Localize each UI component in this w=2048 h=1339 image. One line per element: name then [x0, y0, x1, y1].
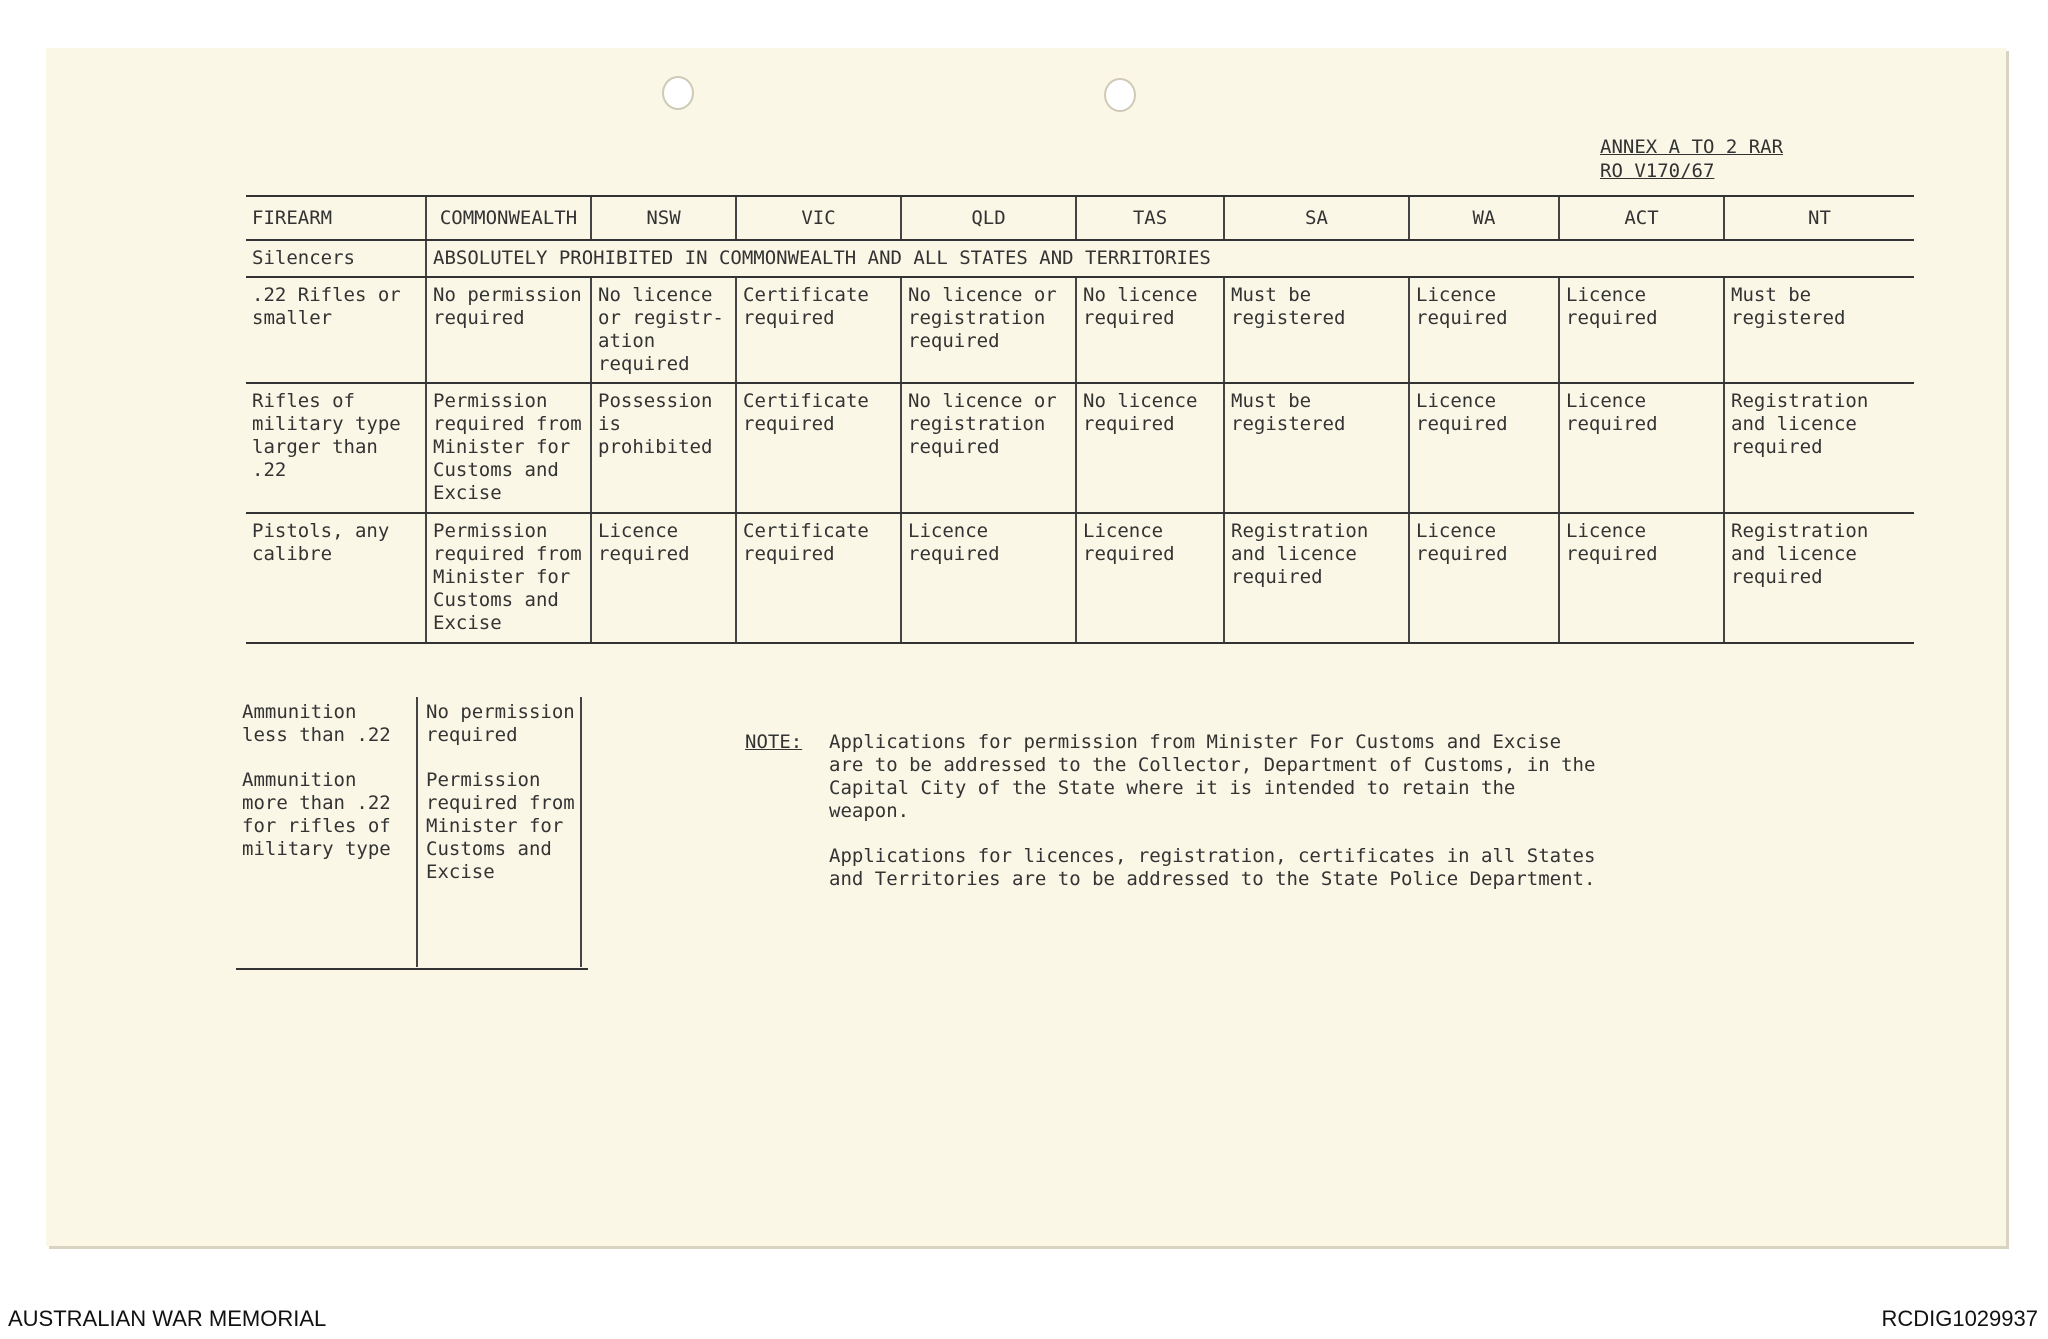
- table-cell: No licence or registration required: [901, 277, 1076, 383]
- header-sa: SA: [1224, 196, 1409, 240]
- ammunition-value: No permission required: [426, 701, 575, 746]
- table-row: [246, 277, 1914, 383]
- ammunition-commonwealth-column: [416, 697, 582, 967]
- annex-ro-line: RO V170/67: [1600, 160, 1715, 182]
- silencers-prohibition: ABSOLUTELY PROHIBITED IN COMMONWEALTH AND ALL STATES AND TERRITORIES: [426, 240, 1914, 277]
- punch-hole-left: [662, 76, 694, 110]
- table-cell: Licence required: [1559, 277, 1724, 383]
- note-label: NOTE:: [745, 731, 803, 753]
- header-nsw: NSW: [591, 196, 736, 240]
- table-cell: Registration and licence required: [1724, 513, 1914, 643]
- note-paragraph: Applications for permission from Minister For Customs and Excise are to be addressed to the Collector, Department of Customs, in the Capital City of the State where it is intended to retain the weapon.: [829, 731, 1596, 822]
- table-cell: Registration and licence required: [1724, 383, 1914, 513]
- note-text: [829, 731, 1605, 891]
- table-cell: No licence required: [1076, 277, 1224, 383]
- table-cell: Licence required: [1409, 277, 1559, 383]
- row-label: Pistols, any calibre: [246, 513, 426, 643]
- table-cell: Registration and licence required: [1224, 513, 1409, 643]
- punch-hole-right: [1104, 78, 1136, 112]
- note-block: [745, 731, 1605, 913]
- table-cell: Licence required: [1076, 513, 1224, 643]
- table-cell: Permission required from Minister for Customs and Excise: [426, 513, 591, 643]
- header-nt: NT: [1724, 196, 1914, 240]
- table-cell: Licence required: [901, 513, 1076, 643]
- ammunition-label: Ammunition less than .22: [242, 701, 391, 746]
- table-cell: Licence required: [1409, 513, 1559, 643]
- header-commonwealth: COMMONWEALTH: [426, 196, 591, 240]
- table-cell: No licence required: [1076, 383, 1224, 513]
- firearms-regulation-table: [246, 195, 1914, 644]
- table-header-row: [246, 196, 1914, 240]
- archive-credit: AUSTRALIAN WAR MEMORIAL: [8, 1306, 327, 1331]
- ammunition-value: Permission required from Minister for Customs and Excise: [426, 769, 575, 883]
- table-cell: Certificate required: [736, 277, 901, 383]
- header-wa: WA: [1409, 196, 1559, 240]
- table-cell: Possession is prohibited: [591, 383, 736, 513]
- archive-id: RCDIG1029937: [1881, 1306, 2038, 1331]
- header-qld: QLD: [901, 196, 1076, 240]
- header-act: ACT: [1559, 196, 1724, 240]
- table-cell: Licence required: [591, 513, 736, 643]
- row-label: Rifles of military type larger than .22: [246, 383, 426, 513]
- table-row: [246, 513, 1914, 643]
- table-cell: No licence or registration required: [901, 383, 1076, 513]
- note-paragraph: Applications for licences, registration, certificates in all States and Territories are to be addressed to the State Police Department.: [829, 845, 1596, 890]
- table-cell: Licence required: [1409, 383, 1559, 513]
- header-firearm: FIREARM: [246, 196, 426, 240]
- row-label: Silencers: [246, 240, 426, 277]
- table-cell: Licence required: [1559, 513, 1724, 643]
- table-row-silencers: [246, 240, 1914, 277]
- header-tas: TAS: [1076, 196, 1224, 240]
- table-cell: Licence required: [1559, 383, 1724, 513]
- ammunition-section: [236, 697, 588, 970]
- row-label: .22 Rifles or smaller: [246, 277, 426, 383]
- table-cell: Must be registered: [1724, 277, 1914, 383]
- table-cell: No permission required: [426, 277, 591, 383]
- table-cell: Certificate required: [736, 383, 901, 513]
- header-vic: VIC: [736, 196, 901, 240]
- ammunition-labels: [242, 701, 412, 861]
- table-cell: Must be registered: [1224, 277, 1409, 383]
- table-cell: Permission required from Minister for Customs and Excise: [426, 383, 591, 513]
- table-cell: Certificate required: [736, 513, 901, 643]
- annex-reference: [1600, 135, 1783, 183]
- table-cell: No licence or registr-ation required: [591, 277, 736, 383]
- annex-line: ANNEX A TO 2 RAR: [1600, 136, 1784, 158]
- table-cell: Must be registered: [1224, 383, 1409, 513]
- ammunition-label: Ammunition more than .22 for rifles of military type: [242, 769, 391, 860]
- table-row: [246, 383, 1914, 513]
